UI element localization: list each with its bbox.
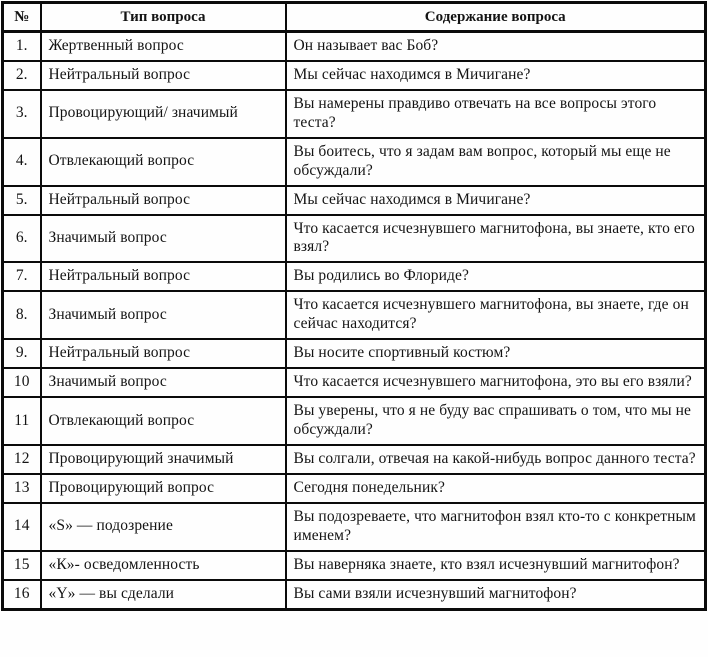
question-content: Что касается исчезнувшего магнитофона, это вы его взяли?	[286, 368, 706, 397]
question-content: Мы сейчас находимся в Мичигане?	[286, 61, 706, 90]
question-content: Сегодня понедельник?	[286, 474, 706, 503]
row-number: 11	[3, 397, 41, 445]
table-row	[3, 291, 706, 339]
table-row	[3, 186, 706, 215]
question-type: Нейтральный вопрос	[41, 339, 286, 368]
table-row	[3, 397, 706, 445]
table-row	[3, 503, 706, 551]
question-type: «К»- осведомленность	[41, 551, 286, 580]
question-content: Вы носите спортивный костюм?	[286, 339, 706, 368]
row-number: 8.	[3, 291, 41, 339]
question-type: Нейтральный вопрос	[41, 262, 286, 291]
question-content: Вы уверены, что я не буду вас спрашивать о том, что мы не обсуждали?	[286, 397, 706, 445]
table-row	[3, 262, 706, 291]
question-type: Нейтральный вопрос	[41, 61, 286, 90]
question-content: Вы наверняка знаете, кто взял исчезнувший магнитофон?	[286, 551, 706, 580]
row-number: 13	[3, 474, 41, 503]
header-question-content: Содержание вопроса	[286, 3, 706, 32]
table-row	[3, 580, 706, 609]
question-content: Он называет вас Боб?	[286, 32, 706, 61]
row-number: 14	[3, 503, 41, 551]
question-type: «S» — подозрение	[41, 503, 286, 551]
row-number: 5.	[3, 186, 41, 215]
table-row	[3, 445, 706, 474]
row-number: 7.	[3, 262, 41, 291]
table-row	[3, 90, 706, 138]
table-body	[3, 32, 706, 610]
row-number: 15	[3, 551, 41, 580]
table-row	[3, 138, 706, 186]
question-type: Провоцирующий/ значимый	[41, 90, 286, 138]
question-type: Отвлекающий вопрос	[41, 397, 286, 445]
row-number: 1.	[3, 32, 41, 61]
row-number: 12	[3, 445, 41, 474]
row-number: 10	[3, 368, 41, 397]
table-row	[3, 32, 706, 61]
question-type: Жертвенный вопрос	[41, 32, 286, 61]
table-header-row	[3, 3, 706, 32]
question-type: Отвлекающий вопрос	[41, 138, 286, 186]
question-type: Нейтральный вопрос	[41, 186, 286, 215]
row-number: 4.	[3, 138, 41, 186]
question-content: Что касается исчезнувшего магнитофона, вы знаете, где он сейчас находится?	[286, 291, 706, 339]
row-number: 2.	[3, 61, 41, 90]
question-content: Мы сейчас находимся в Мичигане?	[286, 186, 706, 215]
table-row	[3, 339, 706, 368]
question-content: Вы боитесь, что я задам вам вопрос, который мы еще не обсуждали?	[286, 138, 706, 186]
question-type: «Y» — вы сделали	[41, 580, 286, 609]
table-row	[3, 474, 706, 503]
question-content: Вы подозреваете, что магнитофон взял кто-то с конкретным именем?	[286, 503, 706, 551]
row-number: 16	[3, 580, 41, 609]
row-number: 3.	[3, 90, 41, 138]
table-row	[3, 215, 706, 263]
question-type: Значимый вопрос	[41, 291, 286, 339]
question-type: Значимый вопрос	[41, 215, 286, 263]
question-content: Что касается исчезнувшего магнитофона, вы знаете, кто его взял?	[286, 215, 706, 263]
question-type: Провоцирующий значимый	[41, 445, 286, 474]
table-row	[3, 551, 706, 580]
row-number: 6.	[3, 215, 41, 263]
question-types-table	[1, 1, 707, 611]
question-content: Вы солгали, отвечая на какой-нибудь вопрос данного теста?	[286, 445, 706, 474]
question-type: Провоцирующий вопрос	[41, 474, 286, 503]
question-content: Вы родились во Флориде?	[286, 262, 706, 291]
question-content: Вы сами взяли исчезнувший магнитофон?	[286, 580, 706, 609]
table-row	[3, 368, 706, 397]
question-content: Вы намерены правдиво отвечать на все вопросы этого теста?	[286, 90, 706, 138]
row-number: 9.	[3, 339, 41, 368]
header-question-type: Тип вопроса	[41, 3, 286, 32]
table-header	[3, 3, 706, 32]
table-row	[3, 61, 706, 90]
question-type: Значимый вопрос	[41, 368, 286, 397]
header-number: №	[3, 3, 41, 32]
